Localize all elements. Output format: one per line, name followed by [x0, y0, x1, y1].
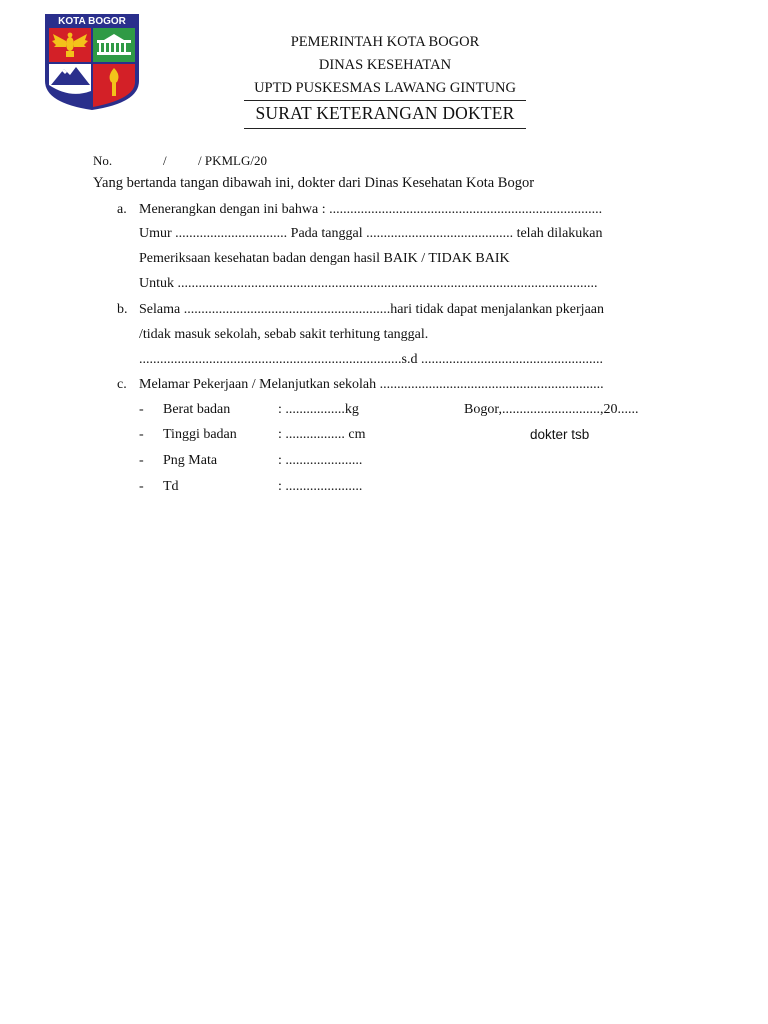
measurement-dash: - — [139, 479, 144, 494]
item-a-untuk-line: Untuk ........................................................................................................................ — [139, 276, 598, 291]
signature-role: dokter tsb — [530, 427, 590, 442]
letterhead-line-3: UPTD PUSKESMAS LAWANG GINTUNG — [254, 80, 516, 96]
measurement-value-weight: : .................kg — [278, 402, 359, 417]
measurement-label-weight: Berat badan — [163, 402, 231, 417]
item-a-line-1: Menerangkan dengan ini bahwa : .............................................................................. — [139, 202, 603, 217]
letterhead-line-2: DINAS KESEHATAN — [318, 57, 452, 73]
number-label: No. — [93, 153, 113, 168]
item-b-line-2: /tidak masuk sekolah, sebab sakit terhitung tanggal. — [139, 327, 429, 342]
item-c-marker: c. — [117, 377, 127, 392]
measurement-value-blood-pressure: : ...................... — [278, 479, 363, 494]
document-title: SURAT KETERANGAN DOKTER — [255, 103, 515, 123]
item-b-marker: b. — [117, 302, 128, 317]
measurement-dash: - — [139, 402, 144, 417]
measurement-label-height: Tinggi badan — [163, 427, 237, 442]
intro-text: Yang bertanda tangan dibawah ini, dokter dari Dinas Kesehatan Kota Bogor — [93, 175, 535, 191]
measurement-dash: - — [139, 427, 144, 442]
item-a-marker: a. — [117, 202, 127, 217]
number-code: / PKMLG/20 — [198, 153, 267, 168]
title-bottom-rule — [244, 128, 526, 129]
item-b-line-3: ...........................................................................s.d .................................................... — [139, 352, 603, 367]
title-top-rule — [244, 100, 526, 101]
item-a-umur-line: Umur ................................ Pada tanggal .......................................... telah dilakukan — [139, 226, 603, 241]
item-a-line-3: Pemeriksaan kesehatan badan dengan hasil BAIK / TIDAK BAIK — [139, 251, 510, 266]
signature-place-date: Bogor,............................,20...... — [464, 402, 639, 417]
measurement-label-eye: Png Mata — [163, 453, 218, 468]
number-separator: / — [163, 153, 167, 168]
measurement-label-blood-pressure: Td — [163, 479, 179, 494]
measurement-value-height: : ................. cm — [278, 427, 366, 442]
item-b-line-1: Selama ...........................................................hari tidak dapat menjalankan pkerjaan — [139, 302, 605, 317]
logo-text: KOTA BOGOR — [58, 16, 126, 27]
kota-bogor-crest-logo — [44, 13, 140, 111]
measurement-value-eye: : ...................... — [278, 453, 363, 468]
item-c-line-1: Melamar Pekerjaan / Melanjutkan sekolah ................................................................ — [139, 377, 604, 392]
letterhead-line-1: PEMERINTAH KOTA BOGOR — [290, 34, 480, 50]
measurement-dash: - — [139, 453, 144, 468]
